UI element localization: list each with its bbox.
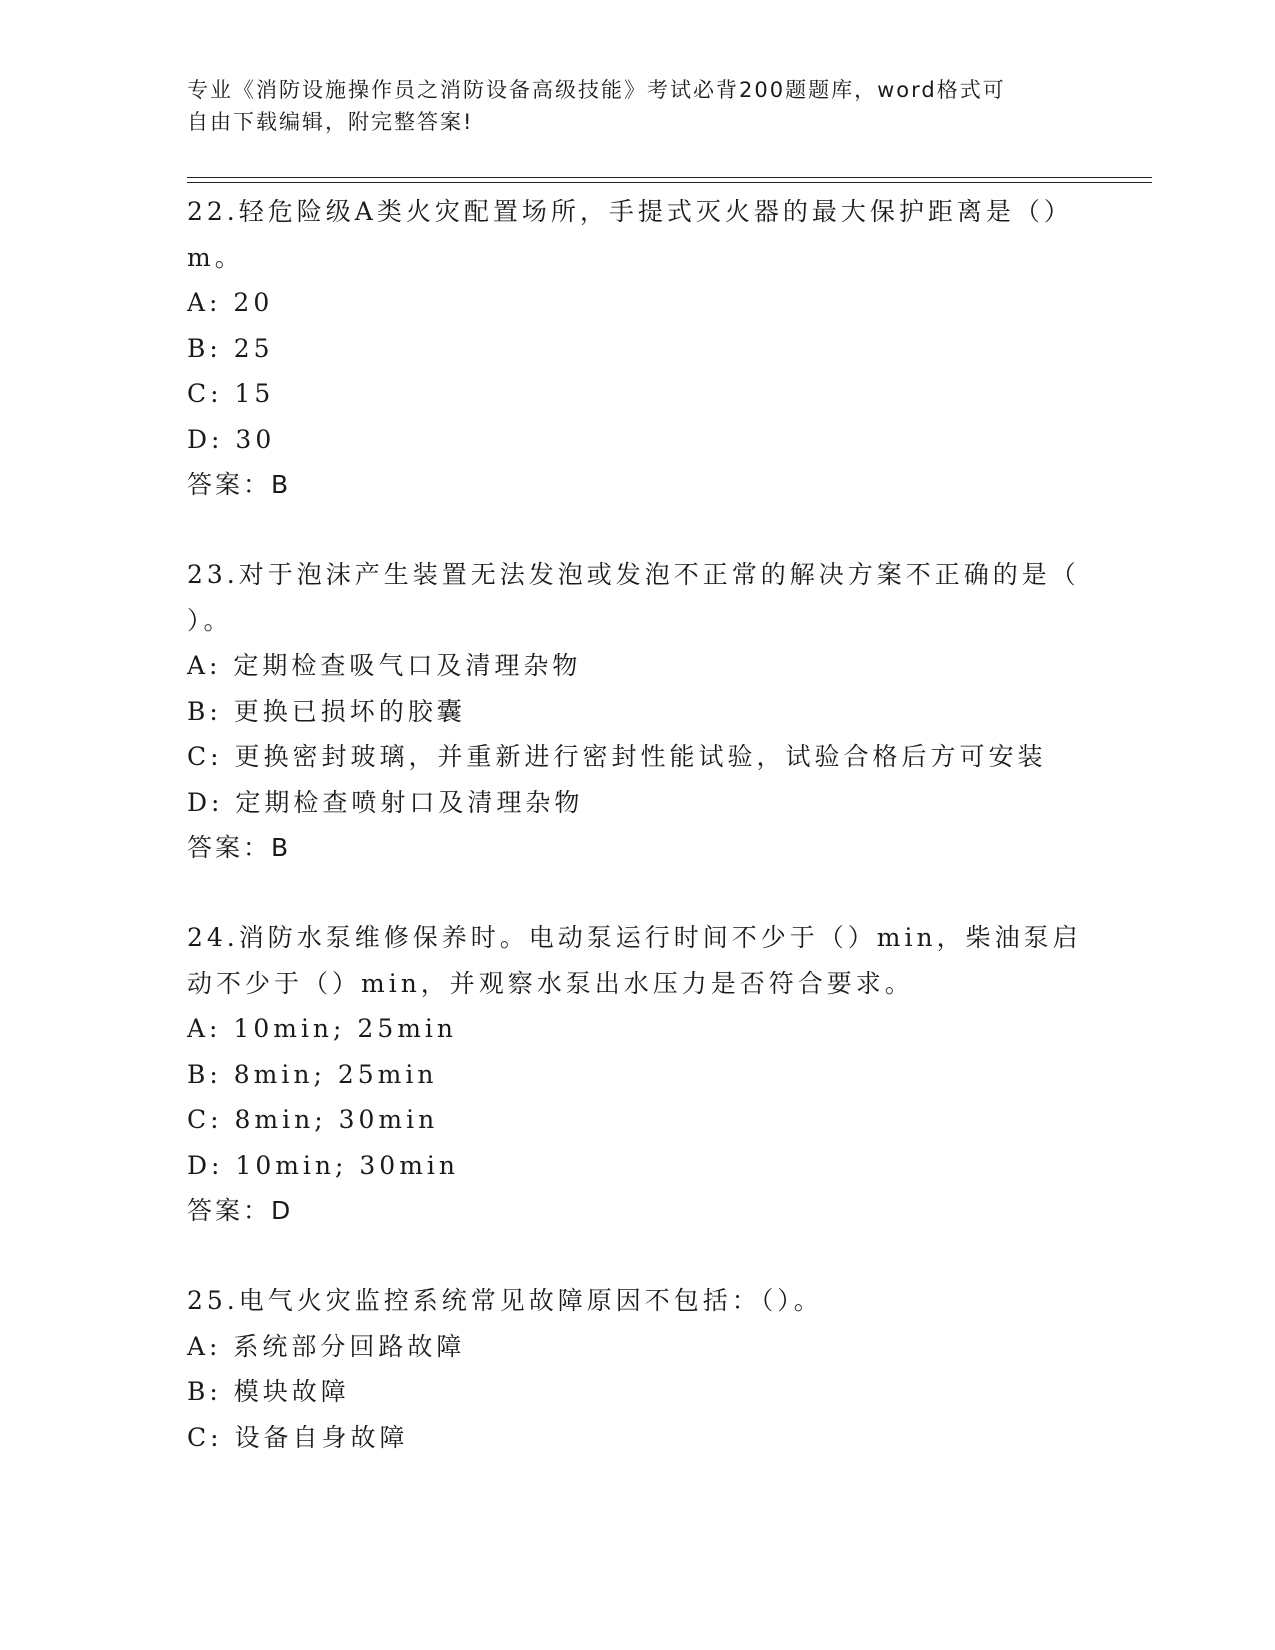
option-c: C: 设备自身故障 <box>187 1422 409 1452</box>
answer-label: 答案： <box>187 1196 272 1225</box>
question-23 <box>187 552 1087 870</box>
question-stem: 22.轻危险级A类火灾配置场所，手提式灭火器的最大保护距离是（） <box>187 197 1073 226</box>
option-b: B: 8min; 25min <box>187 1059 438 1089</box>
answer-line <box>187 462 1087 507</box>
answer-label: 答案： <box>187 833 272 862</box>
question-stem: 25.电气火灾监控系统常见故障原因不包括：（）。 <box>187 1286 823 1315</box>
answer-value: D <box>271 1196 292 1225</box>
header-line-2: 自由下载编辑，附完整答案! <box>187 110 474 134</box>
option-c: C: 更换密封玻璃，并重新进行密封性能试验，试验合格后方可安装 <box>187 742 1047 771</box>
question-spacer <box>187 507 1087 552</box>
answer-line <box>187 1188 1087 1233</box>
question-stem-continued: 动不少于（）min，并观察水泵出水压力是否符合要求。 <box>187 968 914 998</box>
header-rule-top <box>187 177 1152 178</box>
question-25 <box>187 1278 1087 1460</box>
header-rule-bottom <box>187 182 1152 183</box>
option-d: D: 定期检查喷射口及清理杂物 <box>187 787 584 817</box>
option-d: D: 10min; 30min <box>187 1150 460 1180</box>
option-b: B: 更换已损坏的胶囊 <box>187 696 466 726</box>
answer-value: B <box>271 470 290 499</box>
question-24 <box>187 915 1087 1233</box>
question-stem-continued: ）。 <box>187 605 233 635</box>
option-b: B: 25 <box>187 333 274 363</box>
question-stem: 24.消防水泵维修保养时。电动泵运行时间不少于（）min，柴油泵启 <box>187 923 1082 952</box>
question-list <box>187 189 1087 1460</box>
option-a: A: 系统部分回路故障 <box>187 1331 466 1361</box>
option-c: C: 15 <box>187 379 275 408</box>
option-a: A: 定期检查吸气口及清理杂物 <box>187 651 582 680</box>
answer-line <box>187 825 1087 870</box>
answer-value: B <box>271 833 290 862</box>
question-spacer <box>187 870 1087 915</box>
option-a: A: 20 <box>187 288 274 317</box>
question-spacer <box>187 1233 1087 1278</box>
option-b: B: 模块故障 <box>187 1377 350 1406</box>
question-stem-continued: m。 <box>187 242 244 272</box>
answer-label: 答案： <box>187 470 272 499</box>
question-stem: 23.对于泡沫产生装置无法发泡或发泡不正常的解决方案不正确的是（ <box>187 560 1080 589</box>
header-line-1: 专业《消防设施操作员之消防设备高级技能》考试必背200题题库，word格式可 <box>187 78 1006 102</box>
document-header <box>187 74 1067 138</box>
question-22 <box>187 189 1087 507</box>
option-c: C: 8min; 30min <box>187 1105 439 1134</box>
option-a: A: 10min; 25min <box>187 1014 458 1043</box>
option-d: D: 30 <box>187 424 276 454</box>
